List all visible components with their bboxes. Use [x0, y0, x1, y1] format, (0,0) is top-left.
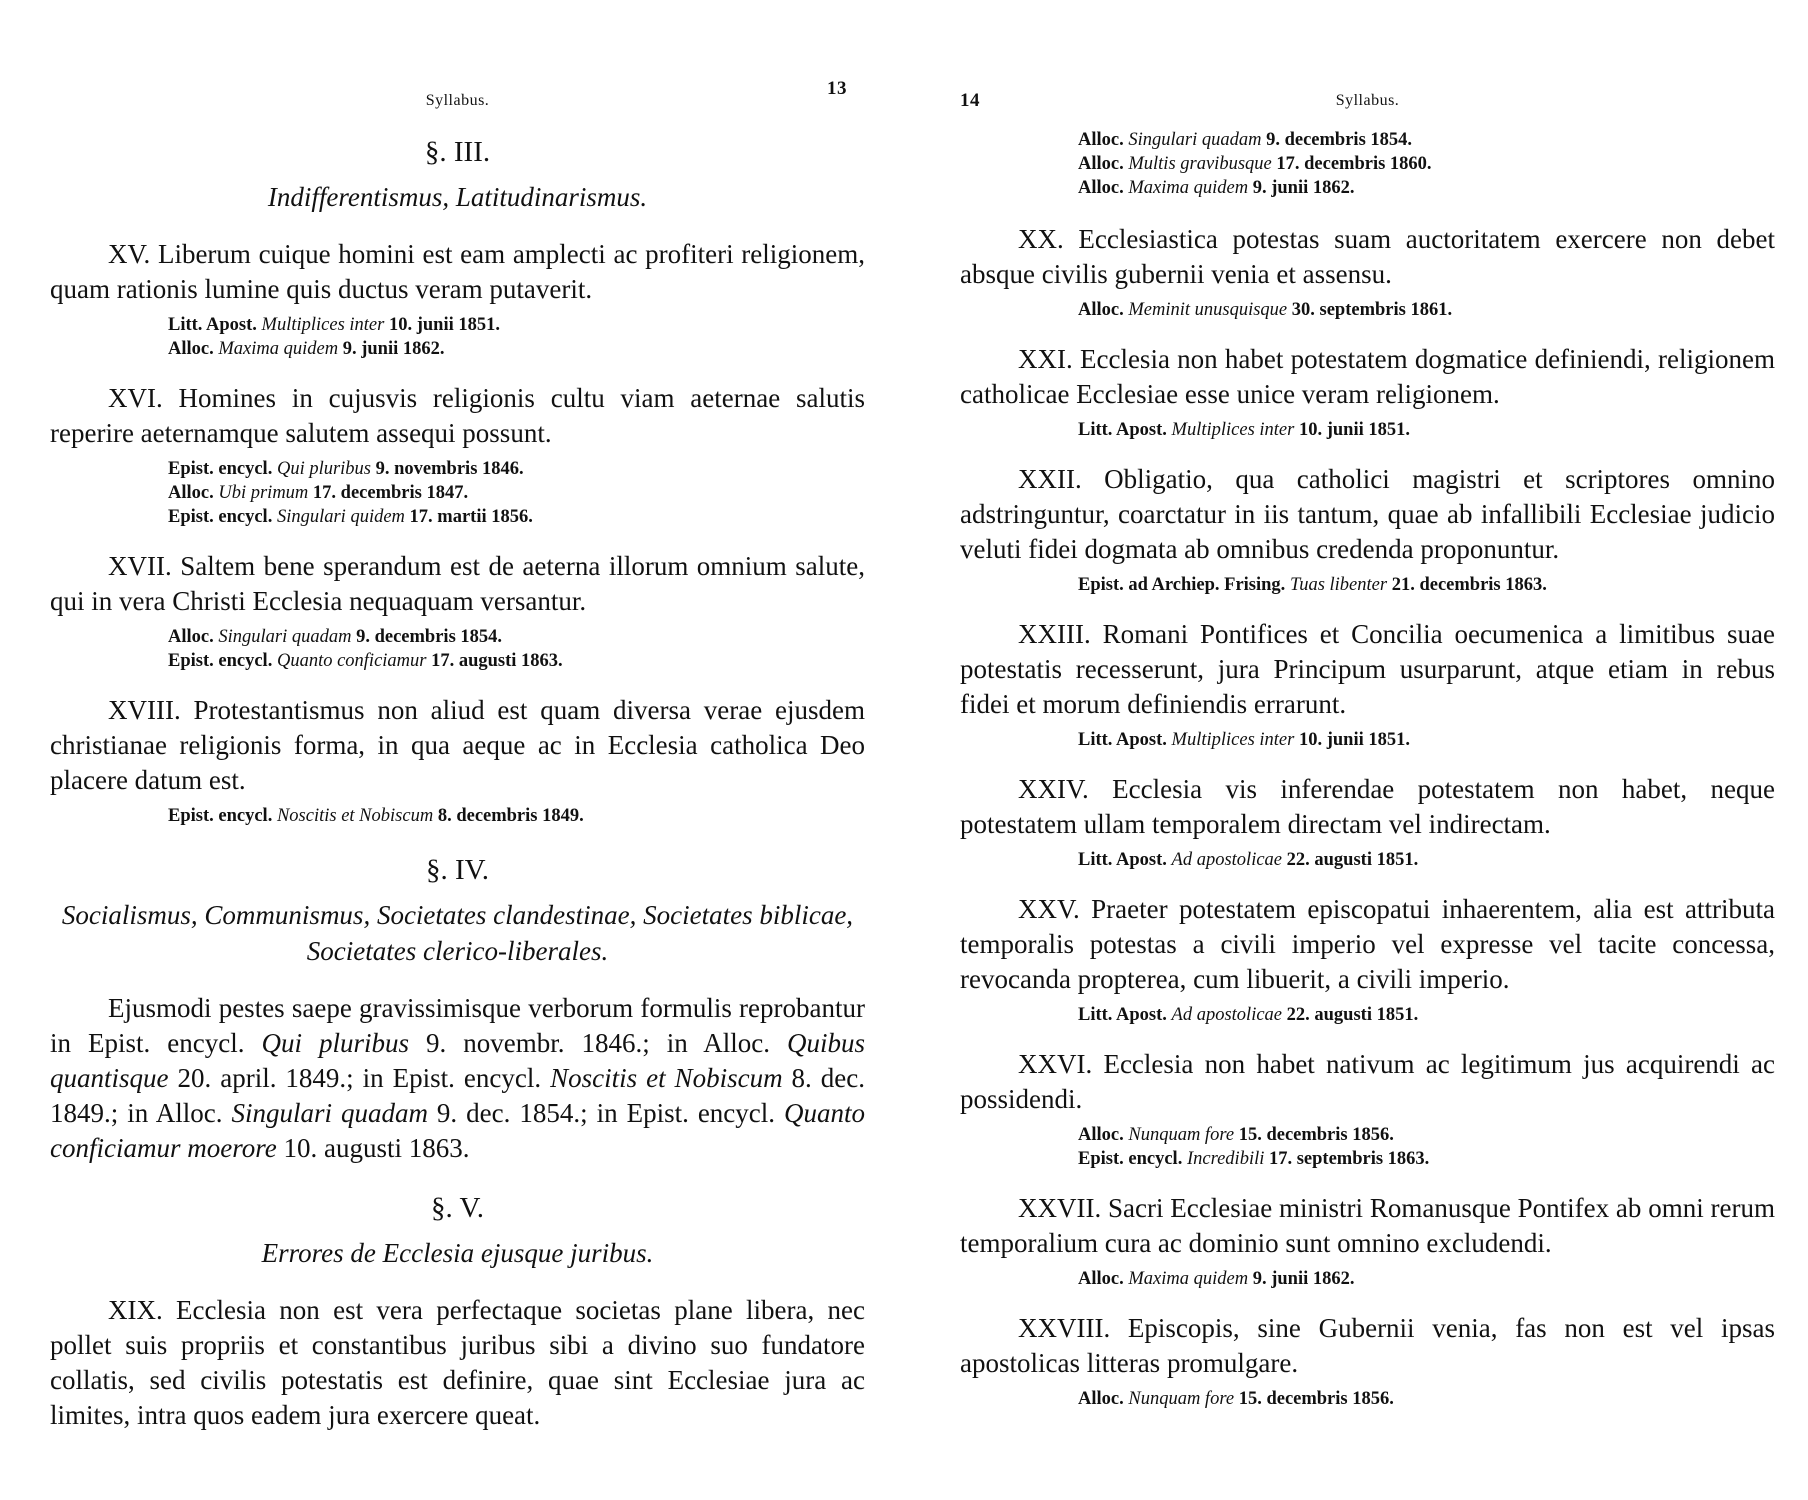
thesis-xxii	[960, 462, 1775, 597]
thesis-xxvii	[960, 1191, 1775, 1291]
running-title-right: Syllabus.	[1335, 92, 1400, 109]
page-number-right: 14	[960, 90, 980, 111]
thesis-text: XXII. Obligatio, qua catholici magistri et scriptores omnino adstringuntur, coarctatur in iis tantum, quae ab infallibili Ecclesiae judicio veluti fidei dogmata ab omnibus credenda proponuntur.	[960, 464, 1775, 564]
citation-list	[1078, 418, 1775, 442]
thesis-xxiv	[960, 772, 1775, 872]
citation-list	[1078, 298, 1775, 322]
citation: Alloc. Maxima quidem 9. junii 1862.	[1078, 1269, 1355, 1289]
thesis-xxv	[960, 892, 1775, 1027]
thesis-xviii	[50, 693, 865, 828]
thesis-text: XXIV. Ecclesia vis inferendae potestatem non habet, neque potestatem ullam temporalem directam vel indirectam.	[960, 774, 1775, 839]
citation-list	[168, 625, 865, 673]
thesis-text: XXVI. Ecclesia non habet nativum ac legitimum jus acquirendi ac possidendi.	[960, 1049, 1775, 1114]
thesis-text: XVII. Saltem bene sperandum est de aeterna illorum omnium salute, qui in vera Christi Ecclesia nequaquam versantur.	[50, 551, 865, 616]
citation: Litt. Apost. Multiplices inter 10. junii 1851.	[1078, 730, 1411, 750]
citation: Litt. Apost. Ad apostolicae 22. augusti 1851.	[1078, 850, 1419, 870]
section-iv-subtitle: Socialismus, Communismus, Societates clandestinae, Societates biblicae, Societates clerico-liberales.	[61, 900, 854, 966]
citation: Alloc. Singulari quadam 9. decembris 1854.	[168, 627, 503, 647]
citation-list	[1078, 848, 1775, 872]
citation: Alloc. Meminit unusquisque 30. septembris 1861.	[1078, 300, 1453, 320]
section-iii-heading: §. III.	[424, 136, 491, 168]
thesis-text: XXIII. Romani Pontifices et Concilia oecumenica a limitibus suae potestatis recesserunt, jura Principum usurparunt, atque etiam in rebus fidei et morum definiendis errarunt.	[960, 619, 1775, 719]
citation: Alloc. Singulari quadam 9. decembris 1854.	[1078, 130, 1413, 150]
citation-list	[168, 457, 865, 529]
citation: Epist. encycl. Incredibili 17. septembris 1863.	[1078, 1149, 1430, 1169]
section-iv-paragraph: Ejusmodi pestes saepe gravissimisque verborum formulis reprobantur in Epist. encycl. Qui pluribus 9. novembr. 1846.; in Alloc. Quibus quantisque 20. april. 1849.; in Epist. encycl. Noscitis et Nobiscum 8. dec. 1849.; in Alloc. Singulari quadam 9. dec. 1854.; in Epist. encycl. Quanto conficiamur moerore 10. augusti 1863.	[50, 993, 866, 1163]
citation: Epist. encycl. Quanto conficiamur 17. augusti 1863.	[168, 651, 563, 671]
thesis-text: XXVII. Sacri Ecclesiae ministri Romanusque Pontifex ab omni rerum temporalium cura ac dominio sunt omnino excludendi.	[960, 1193, 1775, 1258]
citation: Alloc. Ubi primum 17. decembris 1847.	[168, 483, 469, 503]
citation-list	[1078, 573, 1775, 597]
thesis-text: XXV. Praeter potestatem episcopatui inhaerentem, alia est attributa temporalis potestas a civili imperio vel expresse vel tacite concessa, revocanda propterea, cum libuerit, a civili imperio.	[960, 894, 1775, 994]
citation: Alloc. Multis gravibusque 17. decembris 1860.	[1078, 154, 1432, 174]
citation-list	[1078, 1123, 1775, 1171]
section-v-heading: §. V.	[431, 1192, 484, 1224]
citation: Litt. Apost. Ad apostolicae 22. augusti 1851.	[1078, 1005, 1419, 1025]
citation: Epist. encycl. Singulari quidem 17. martii 1856.	[168, 507, 533, 527]
page-number-left: 13	[827, 78, 847, 99]
thesis-text: XXI. Ecclesia non habet potestatem dogmatice definiendi, religionem catholicae Ecclesiae esse unice veram religionem.	[960, 344, 1775, 409]
section-iv-heading: §. IV.	[425, 854, 490, 886]
thesis-xv	[50, 237, 865, 361]
citation: Litt. Apost. Multiplices inter 10. junii 1851.	[168, 315, 501, 335]
citation-list	[1078, 728, 1775, 752]
citation: Alloc. Maxima quidem 9. junii 1862.	[1078, 178, 1355, 198]
thesis-xxi	[960, 342, 1775, 442]
citation: Epist. ad Archiep. Frising. Tuas libenter 21. decembris 1863.	[1078, 575, 1547, 595]
left-page	[50, 0, 865, 1500]
running-head-right	[960, 78, 1775, 128]
citation-list	[168, 804, 865, 828]
citation: Epist. encycl. Qui pluribus 9. novembris 1846.	[168, 459, 524, 479]
citation-list	[1078, 1387, 1775, 1411]
thesis-text: XIX. Ecclesia non est vera perfectaque societas plane libera, nec pollet suis propriis et constantibus juribus sibi a divino suo fundatore collatis, sed civilis potestatis est definire, quae sint Ecclesiae jura ac limites, intra quos eadem jura exercere queat.	[50, 1295, 865, 1430]
thesis-xxvi	[960, 1047, 1775, 1171]
continued-citation-list	[1078, 128, 1775, 200]
thesis-text: XV. Liberum cuique homini est eam amplecti ac profiteri religionem, quam rationis lumine quis ductus veram putaverit.	[50, 239, 865, 304]
running-head-left	[50, 78, 865, 128]
thesis-text: XVI. Homines in cujusvis religionis cultu viam aeternae salutis reperire aeternamque salutem assequi possunt.	[50, 383, 865, 448]
thesis-text: XX. Ecclesiastica potestas suam auctoritatem exercere non debet absque civilis gubernii venia et assensu.	[960, 224, 1775, 289]
section-v-subtitle: Errores de Ecclesia ejusque juribus.	[261, 1238, 654, 1268]
citation: Litt. Apost. Multiplices inter 10. junii 1851.	[1078, 420, 1411, 440]
thesis-xxviii	[960, 1311, 1775, 1411]
section-iii-subtitle: Indifferentismus, Latitudinarismus.	[267, 182, 648, 212]
thesis-text: XXVIII. Episcopis, sine Gubernii venia, fas non est vel ipsas apostolicas litteras promulgare.	[960, 1313, 1775, 1378]
citation: Epist. encycl. Noscitis et Nobiscum 8. decembris 1849.	[168, 806, 584, 826]
citation-list	[1078, 1003, 1775, 1027]
citation-list	[168, 313, 865, 361]
thesis-xx	[960, 222, 1775, 322]
citation: Alloc. Nunquam fore 15. decembris 1856.	[1078, 1389, 1394, 1409]
citation: Alloc. Nunquam fore 15. decembris 1856.	[1078, 1125, 1394, 1145]
thesis-xix	[50, 1293, 865, 1433]
citation: Alloc. Maxima quidem 9. junii 1862.	[168, 339, 445, 359]
citation-list	[1078, 1267, 1775, 1291]
thesis-xxiii	[960, 617, 1775, 752]
running-title-left: Syllabus.	[425, 92, 490, 109]
thesis-xvi	[50, 381, 865, 529]
thesis-text: XVIII. Protestantismus non aliud est quam diversa verae ejusdem christianae religionis forma, in qua aeque ac in Ecclesia catholica Deo placere datum est.	[50, 695, 865, 795]
right-page	[960, 0, 1775, 1500]
thesis-xvii	[50, 549, 865, 673]
